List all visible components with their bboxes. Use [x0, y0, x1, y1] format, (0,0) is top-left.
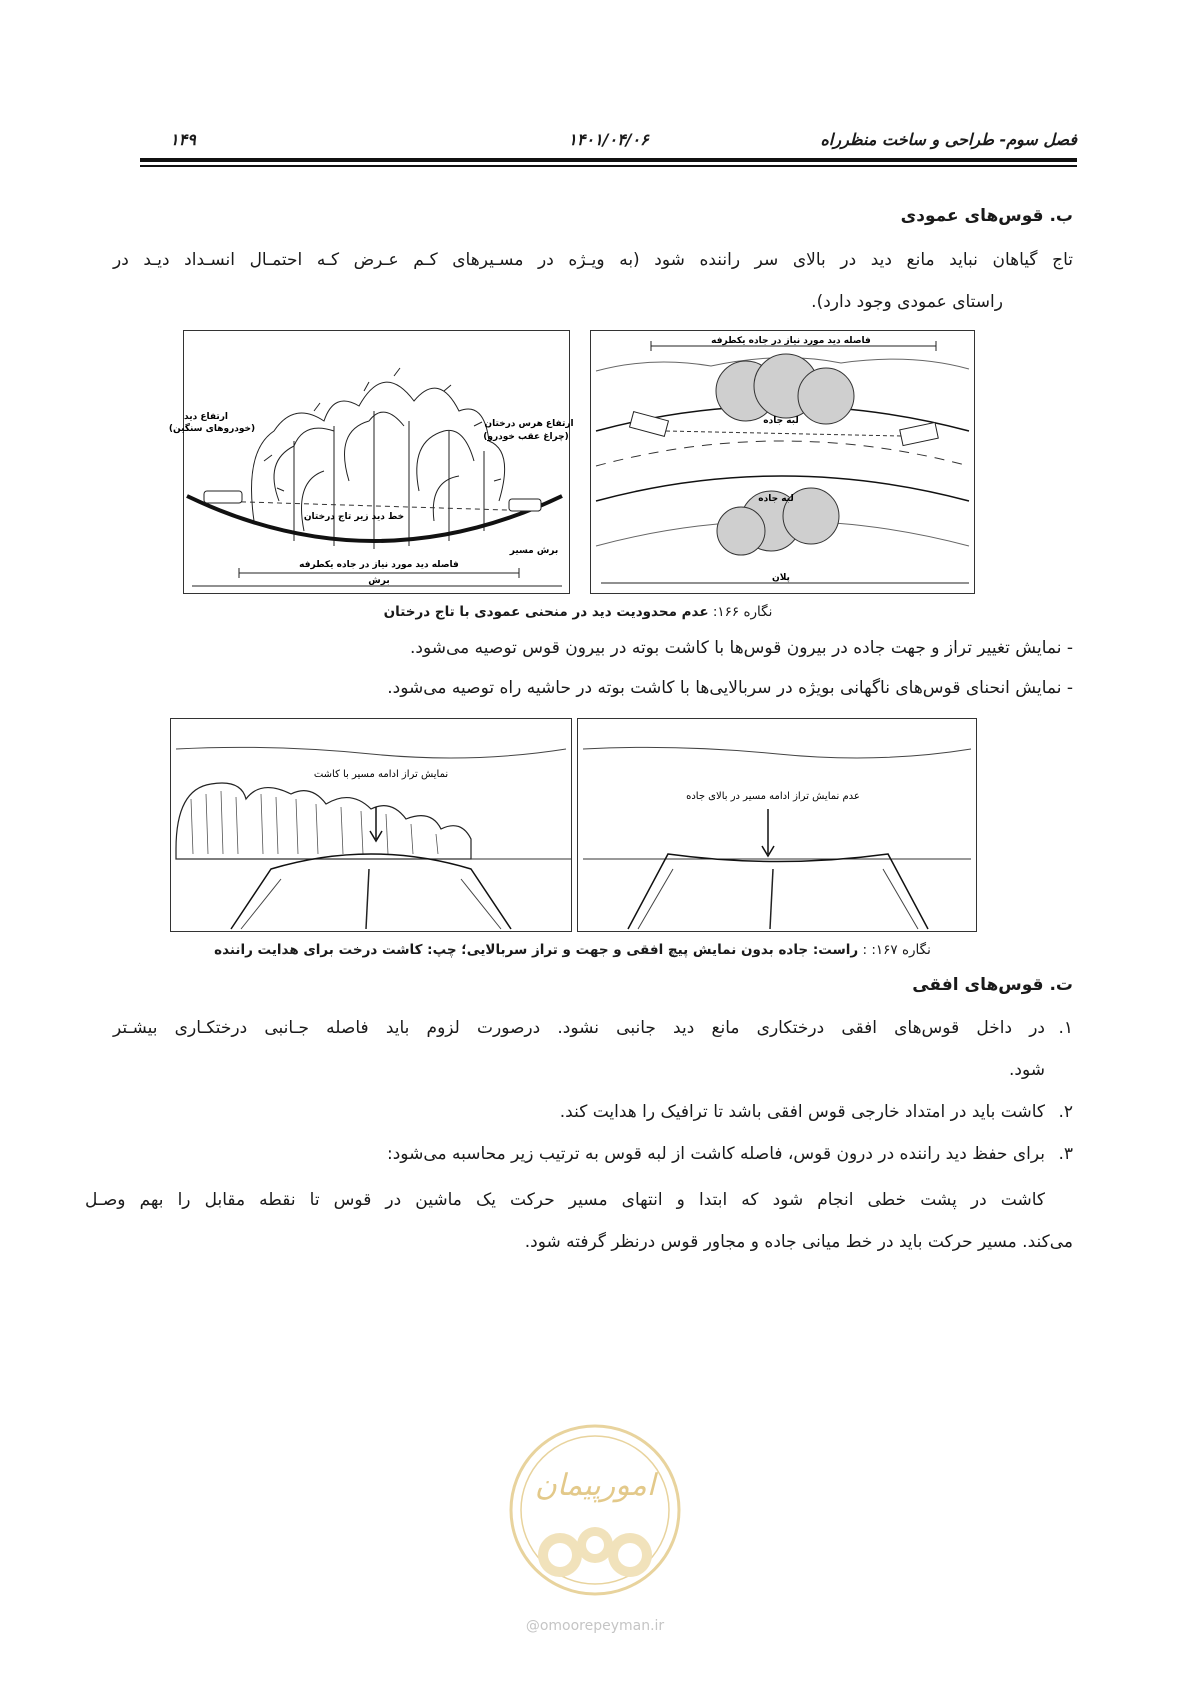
label-heavy: (خودروهای سنگین): [168, 424, 256, 434]
closing-paragraph-line: می‌کند. مسیر حرکت باید در خط میانی جاده و مجاور قوس درنظر گرفته شود.: [524, 1232, 1073, 1252]
section-heading-vertical-curves: ب. قوس‌های عمودی: [900, 206, 1073, 226]
label-continuation-with-planting: نمایش تراز ادامه مسیر با کاشت: [313, 769, 449, 780]
sight-line: [214, 501, 539, 511]
numbered-item-2: ۲.کاشت باید در امتداد خارجی قوس افقی باشد تا ترافیک را هدایت کند.: [559, 1102, 1073, 1122]
label-canopy-line: خط دید زیر تاج درختان: [303, 512, 405, 522]
car-icon: [900, 422, 939, 445]
label-edge-top: لبه جاده: [763, 416, 799, 426]
header-rule-thick: [140, 158, 1077, 162]
road-centerline: [596, 441, 969, 466]
paragraph-line: راستای عمودی وجود دارد).: [811, 292, 1003, 312]
road-outline: [628, 854, 928, 929]
label-sight-distance: فاصله دید مورد نیاز در جاده یکطرفه: [711, 336, 871, 346]
figure-166-section-view: [168, 330, 574, 594]
closing-paragraph-line: کاشت در پشت خطی انجام شود که ابتدا و انتهای مسیر حرکت یک ماشین در قوس تا نقطه مقابل را بهم وصـل: [85, 1190, 1045, 1210]
page-header: [140, 126, 1077, 152]
label-view-section: برش: [368, 576, 390, 586]
numbered-item-1: ۱.در داخل قوس‌های افقی درختکاری مانع دید جانبی نشود. درصورت لزوم باید فاصله جـانبی درختکـاری بیشـتر: [113, 1018, 1073, 1038]
watermark: [505, 1400, 685, 1640]
car-icon: [509, 499, 541, 511]
numbered-item-3: ۳.برای حفظ دید راننده در درون قوس، فاصله کاشت از لبه قوس به ترتیب زیر محاسبه می‌شود:: [387, 1144, 1073, 1164]
road-without-trees-drawing: [578, 719, 976, 931]
numbered-item-1-continuation: شود.: [1008, 1060, 1045, 1080]
section-view-drawing: [168, 331, 574, 593]
figure-166-plan-view: [590, 330, 975, 594]
header-rule-thin: [140, 165, 1077, 167]
label-sight-distance: فاصله دید مورد نیاز در جاده یکطرفه: [299, 560, 459, 570]
figure-166-caption: نگاره ۱۶۶: عدم محدودیت دید در منحنی عمودی با تاج درختان: [383, 604, 773, 620]
bullet-item: - نمایش تغییر تراز و جهت جاده در بیرون قوس‌ها با کاشت بوته در بیرون قوس توصیه می‌شود.: [409, 638, 1073, 658]
page-number: ۱۴۹: [170, 130, 196, 149]
figure-167-right: [577, 718, 977, 932]
plan-view-drawing: [591, 331, 974, 593]
label-view-plan: پلان: [772, 573, 790, 583]
label-tail-light: (چراغ عقب خودرو): [483, 432, 569, 442]
label-canopy-height: ارتفاع هرس درختان: [484, 419, 574, 429]
watermark-logo: [505, 1400, 685, 1615]
figure-167-left: [170, 718, 572, 932]
paragraph-line: تاج گیاهان نباید مانع دید در بالای سر راننده شود (به ویـژه در مسـیرهای کـم عـرض کـه احتمـال انسـداد دیـد در: [113, 250, 1073, 270]
label-edge-bottom: لبه جاده: [758, 494, 794, 504]
label-sight-height: ارتفاع دید: [184, 412, 228, 422]
tree-crowns: [716, 354, 854, 555]
watermark-logo-text: امورپیمان: [534, 1468, 656, 1503]
truck-icon: [204, 491, 242, 503]
chapter-title: فصل سوم- طراحی و ساخت منظرراه: [820, 130, 1077, 149]
figure-167-caption: نگاره ۱۶۷: : راست: جاده بدون نمایش پیچ افقی و جهت و تراز سربالایی؛ چپ: کاشت درخت برای هدایت راننده: [214, 942, 931, 958]
watermark-url: @omoorepeyman.ir: [525, 1618, 665, 1634]
header-date: ۱۴۰۱/۰۴/۰۶: [568, 130, 649, 149]
road-outline: [231, 854, 511, 929]
label-road-section: برش مسیر: [509, 546, 559, 556]
label-no-continuation: عدم نمایش تراز ادامه مسیر در بالای جاده: [686, 791, 860, 802]
road-with-trees-drawing: [171, 719, 571, 931]
tree-row: [176, 783, 471, 859]
bullet-item: - نمایش انحنای قوس‌های ناگهانی بویژه در سربالایی‌ها با کاشت بوته در حاشیه راه توصیه می‌شود.: [387, 678, 1073, 698]
section-heading-horizontal-curves: ت. قوس‌های افقی: [912, 975, 1073, 995]
car-icon: [630, 412, 669, 437]
